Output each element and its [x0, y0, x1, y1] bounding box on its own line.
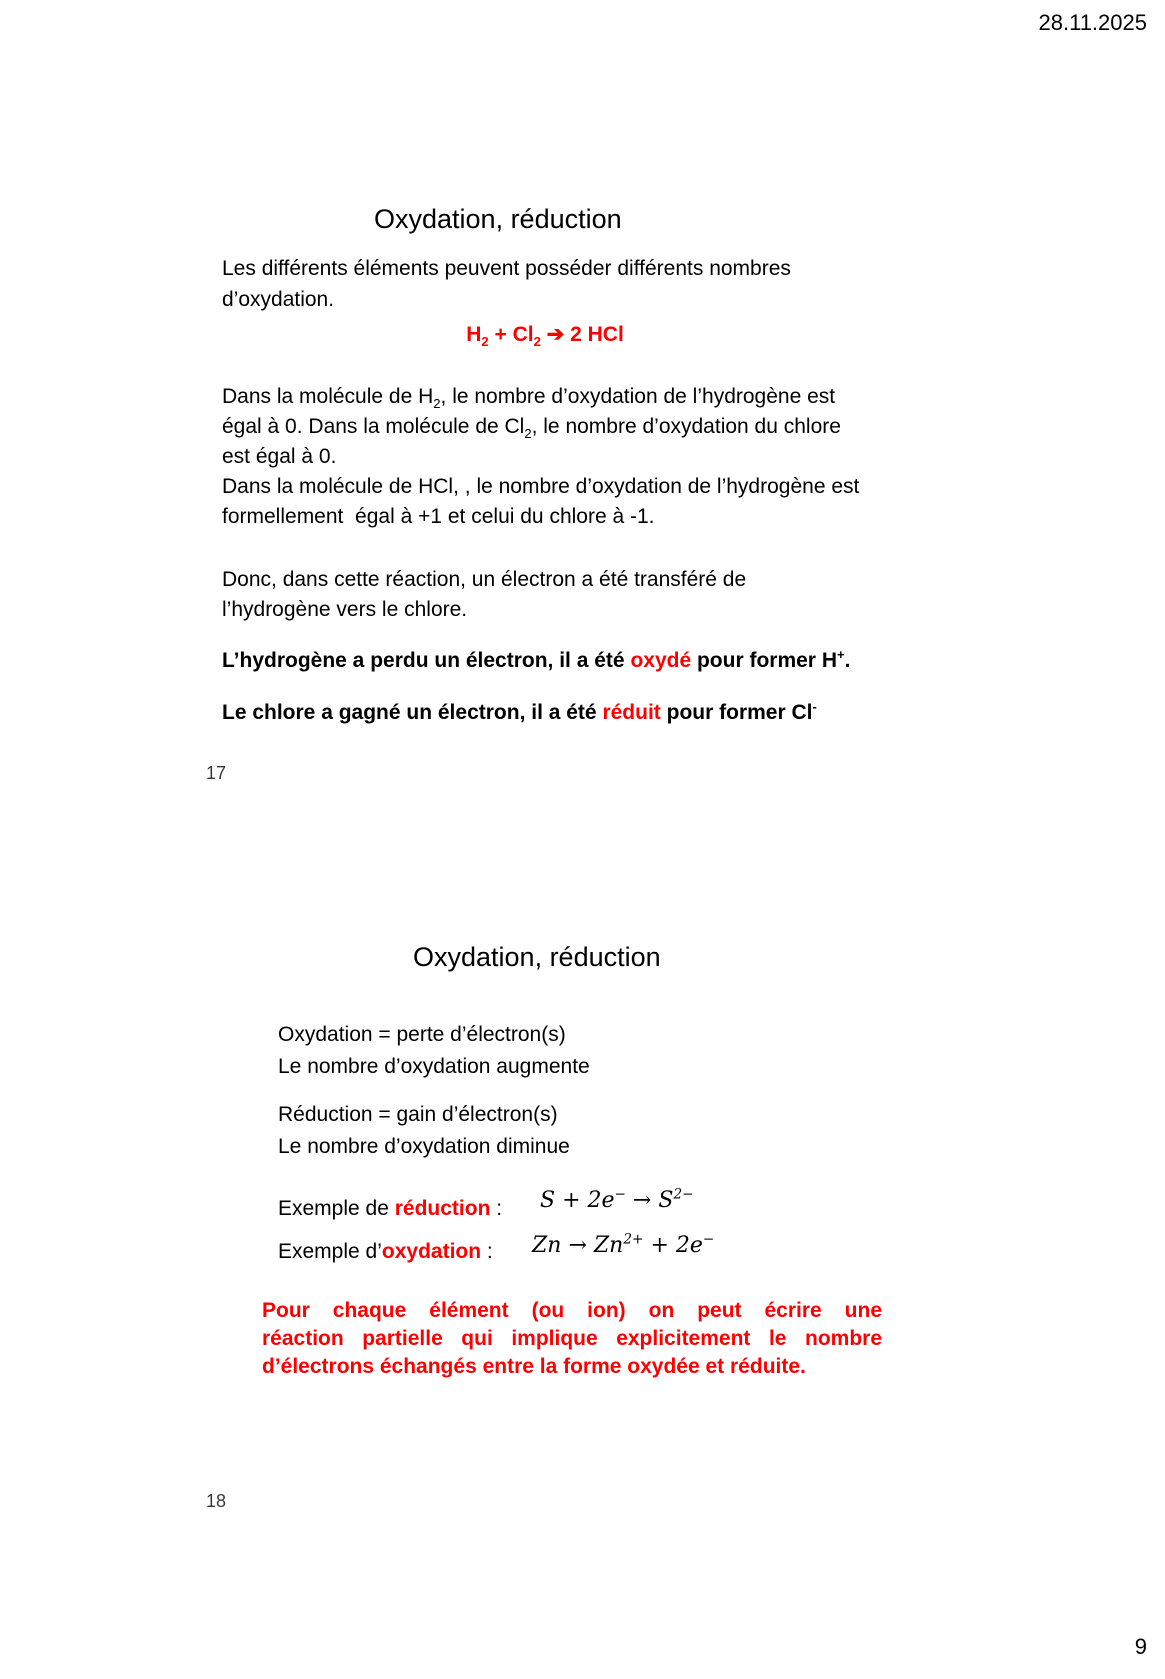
hydrogen-oxidized-statement — [222, 649, 850, 673]
statement-start: Le chlore a gagné un électron, il a été — [222, 701, 603, 724]
cl-minus-superscript: - — [812, 699, 817, 714]
body-line-2-text: égal à 0. Dans la molécule de Cl — [222, 415, 525, 438]
sulfide-charge-superscript: 2− — [673, 1186, 694, 1203]
slide-17-number: 17 — [206, 763, 227, 783]
slide-18-title: Oxydation, réduction — [413, 942, 661, 972]
electron-charge-superscript: − — [614, 1186, 626, 1203]
formula-electrons: + 2e — [643, 1233, 703, 1258]
label-start: Exemple d’ — [278, 1240, 382, 1263]
reduction-formula — [540, 1188, 694, 1213]
body-line-2-rest: , le nombre d’oxydation du chlore — [531, 415, 841, 438]
equation-plus-cl: + Cl — [488, 323, 534, 346]
header-date: 28.11.2025 — [1038, 10, 1147, 35]
body-line-1 — [222, 382, 859, 412]
body-line-5: formellement égal à +1 et celui du chlore à -1. — [222, 505, 655, 528]
chlorine-reduced-statement — [222, 701, 817, 725]
oxidation-highlight: oxydation — [381, 1240, 482, 1263]
body-line-1-rest: , le nombre d’oxydation de l’hydrogène est — [440, 385, 836, 408]
slide-17-body — [222, 382, 859, 532]
reduction-highlight: réduction — [394, 1197, 491, 1220]
conclusion-line-1: Donc, dans cette réaction, un électron a été transféré de — [222, 568, 747, 591]
page-number: 9 — [1134, 1634, 1147, 1659]
arrow-icon: → — [561, 1233, 594, 1258]
reduced-highlight: réduit — [602, 701, 661, 724]
oxidation-example-label — [278, 1240, 493, 1264]
slide-17-title: Oxydation, réduction — [374, 204, 622, 234]
label-colon: : — [481, 1240, 493, 1263]
note-line-2: réaction partielle qui implique explicitement le nombre — [262, 1327, 882, 1350]
statement-middle: pour former Cl — [660, 701, 813, 724]
oxidation-definition-line-1: Oxydation = perte d’électron(s) — [278, 1023, 566, 1046]
zinc-charge-superscript: 2+ — [623, 1231, 644, 1248]
electron-charge-superscript: − — [702, 1231, 715, 1248]
h-plus-superscript: + — [836, 647, 845, 662]
cl2-subscript: 2 — [524, 426, 532, 442]
body-line-2 — [222, 412, 859, 442]
formula-rhs: S — [658, 1188, 674, 1213]
formula-lhs: S + 2e — [540, 1188, 615, 1213]
statement-middle: pour former H — [691, 649, 837, 672]
body-line-4: Dans la molécule de HCl, , le nombre d’oxydation de l’hydrogène est — [222, 475, 860, 498]
oxidation-definition-line-2: Le nombre d’oxydation augmente — [278, 1055, 590, 1078]
label-colon: : — [490, 1197, 503, 1220]
statement-start: L’hydrogène a perdu un électron, il a été — [222, 649, 631, 672]
equation-product: 2 HCl — [570, 323, 624, 346]
intro-line-1: Les différents éléments peuvent posséder différents nombres — [222, 257, 791, 280]
reduction-definition-line-1: Réduction = gain d’électron(s) — [278, 1103, 558, 1126]
formula-zn-ion: Zn — [593, 1233, 624, 1258]
oxidation-definition — [278, 1019, 590, 1083]
body-line-3: est égal à 0. — [222, 445, 337, 468]
note-line-3: d’électrons échangés entre la forme oxydée et réduite. — [262, 1355, 806, 1378]
key-note — [262, 1297, 882, 1381]
oxidized-highlight: oxydé — [630, 649, 692, 672]
slide-17-conclusion — [222, 565, 746, 625]
body-line-1-text: Dans la molécule de H — [222, 385, 434, 408]
reaction-equation — [380, 322, 710, 350]
statement-period: . — [844, 649, 851, 672]
arrow-icon: ➔ — [540, 323, 571, 346]
arrow-icon: → — [625, 1188, 659, 1213]
h2-subscript: 2 — [433, 396, 441, 412]
equation-h-subscript: 2 — [481, 334, 489, 350]
intro-line-2: d’oxydation. — [222, 288, 335, 311]
label-start: Exemple de — [278, 1197, 395, 1220]
slide-17-intro — [222, 253, 791, 315]
note-line-1: Pour chaque élément (ou ion) on peut écrire une — [262, 1299, 882, 1322]
oxidation-formula — [532, 1233, 714, 1258]
equation-cl-subscript: 2 — [533, 334, 541, 350]
slide-18-number: 18 — [206, 1491, 227, 1511]
reduction-example-label — [278, 1197, 502, 1221]
conclusion-line-2: l’hydrogène vers le chlore. — [222, 598, 468, 621]
formula-lhs: Zn — [532, 1233, 562, 1258]
equation-h: H — [466, 323, 482, 346]
reduction-definition-line-2: Le nombre d’oxydation diminue — [278, 1135, 570, 1158]
reduction-definition — [278, 1099, 570, 1163]
